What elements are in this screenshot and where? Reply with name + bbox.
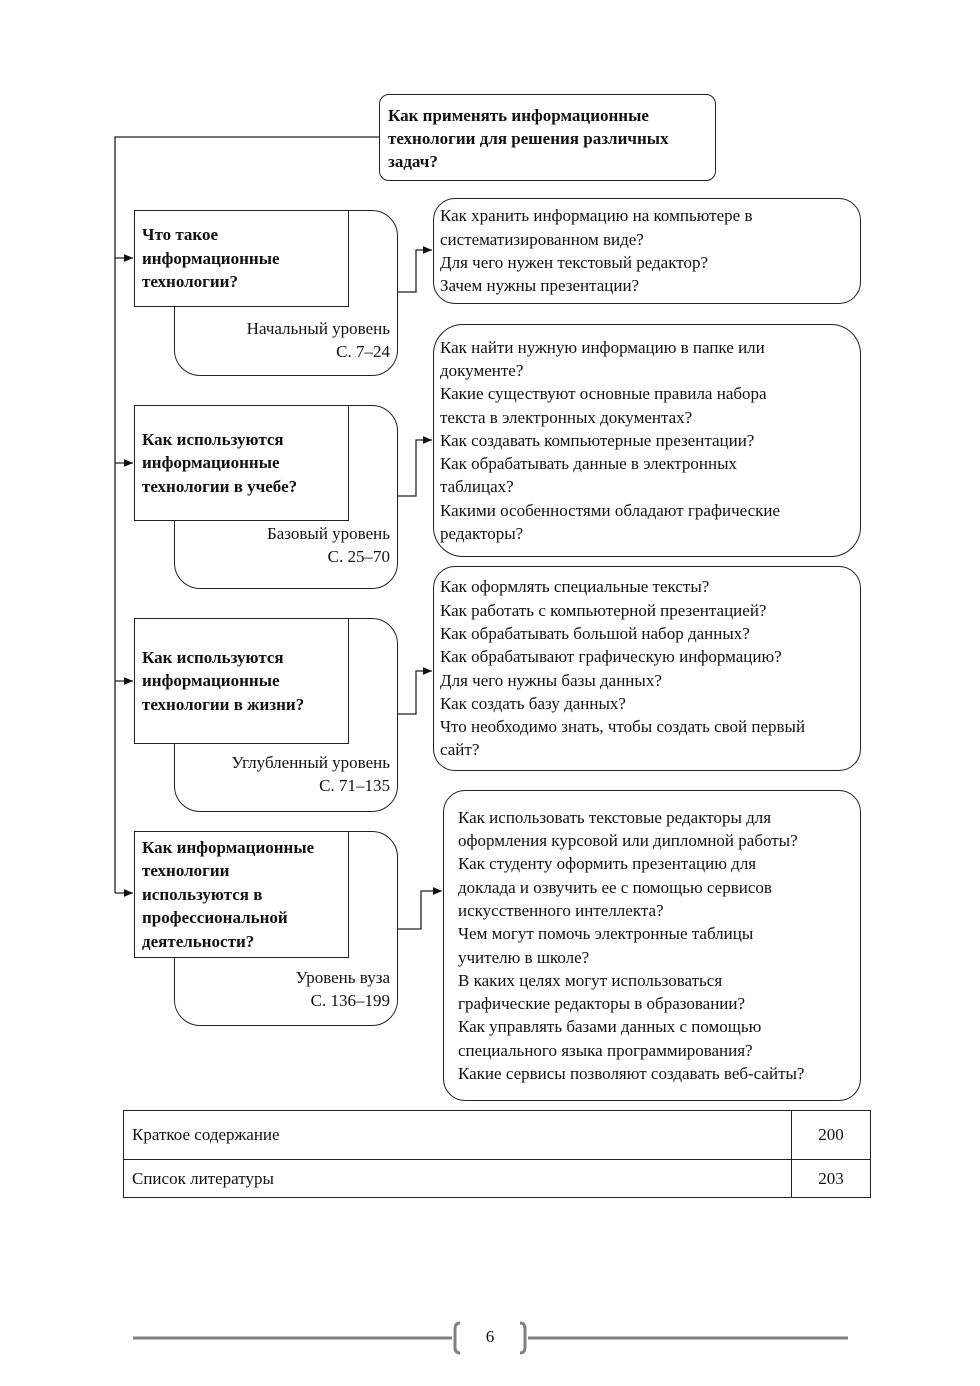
answer-line: Как студенту оформить презентацию для	[458, 854, 757, 874]
answer-line: Как оформлять специальные тексты?	[440, 577, 710, 597]
text-line: информационные	[142, 453, 280, 473]
answer-line: Как найти нужную информацию в папке или	[440, 337, 765, 357]
text-line: технологии в учебе?	[142, 476, 298, 496]
level-question-box	[134, 405, 349, 521]
contents-table	[123, 1110, 871, 1198]
answers-box	[443, 790, 861, 1101]
answers-box	[433, 566, 861, 771]
level-pages: С. 71–135	[319, 776, 390, 795]
level-level: Начальный уровень	[246, 319, 390, 338]
answer-line: графические редакторы в образовании?	[458, 994, 746, 1014]
answer-line: Как работать с компьютерной презентацией?	[440, 600, 767, 620]
answer-line: учителю в школе?	[458, 947, 590, 967]
row-title: Краткое содержание	[124, 1111, 792, 1160]
text-line: задач?	[388, 152, 438, 171]
row-page: 200	[792, 1111, 871, 1160]
answer-line: Как использовать текстовые редакторы для	[458, 807, 772, 827]
answer-line: В каких целях могут использоваться	[458, 970, 723, 990]
answer-line: Какие сервисы позволяют создавать веб-сайты?	[458, 1063, 805, 1083]
answers-box	[433, 324, 861, 557]
root-question-box	[379, 94, 716, 181]
level-question-box	[134, 618, 349, 744]
answer-line: Как обрабатывать большой набор данных?	[440, 623, 750, 643]
text-line: используются в	[142, 884, 263, 904]
text-line: информационные	[142, 671, 280, 691]
page-number: 6	[485, 1327, 495, 1346]
text-line: профессиональной	[142, 908, 288, 928]
answer-line: Как создавать компьютерные презентации?	[440, 430, 755, 450]
text-line: Как используются	[142, 429, 284, 449]
level-pages: С. 136–199	[310, 991, 390, 1010]
answer-line: таблицах?	[440, 477, 514, 497]
answer-line: Что необходимо знать, чтобы создать свой первый	[440, 717, 806, 737]
answer-line: редакторы?	[440, 524, 524, 544]
row-page: 203	[792, 1160, 871, 1198]
answers-box	[433, 198, 861, 304]
answer-line: доклада и озвучить ее с помощью сервисов	[458, 877, 772, 897]
answer-line: Как управлять базами данных с помощью	[458, 1017, 762, 1037]
answer-line: Какие существуют основные правила набора	[440, 384, 767, 404]
level-level: Углубленный уровень	[231, 753, 390, 772]
answer-line: Как создать базу данных?	[440, 693, 626, 713]
answer-line: сайт?	[440, 740, 480, 760]
text-line: технологии?	[142, 272, 238, 292]
answer-line: документе?	[440, 360, 524, 380]
text-line: Что такое	[142, 225, 219, 245]
answer-line: Для чего нужны базы данных?	[440, 670, 662, 690]
answer-line: Как хранить информацию на компьютере в	[440, 206, 753, 226]
text-line: Как применять информационные	[388, 106, 649, 125]
answer-line: специального языка программирования?	[458, 1040, 753, 1060]
answer-line: систематизированном виде?	[440, 229, 644, 249]
text-line: деятельности?	[142, 931, 255, 951]
text-line: Как используются	[142, 647, 284, 667]
answer-line: Какими особенностями обладают графические	[440, 500, 781, 520]
level-pages: С. 7–24	[336, 342, 390, 361]
level-pages: С. 25–70	[327, 547, 390, 566]
row-title: Список литературы	[124, 1160, 792, 1198]
answer-line: Для чего нужен текстовый редактор?	[440, 253, 708, 272]
answer-line: Как обрабатывают графическую информацию?	[440, 647, 782, 667]
level-level: Уровень вуза	[295, 968, 390, 987]
answer-line: оформления курсовой или дипломной работы?	[458, 831, 798, 851]
level-question-box	[134, 210, 349, 307]
answer-line: Как обрабатывать данные в электронных	[440, 454, 738, 474]
table-row	[124, 1111, 871, 1160]
text-line: информационные	[142, 248, 280, 268]
level-label	[296, 966, 390, 1012]
text-line: технологии для решения различных	[388, 129, 669, 148]
level-level: Базовый уровень	[266, 524, 390, 543]
answer-line: текста в электронных документах?	[440, 407, 693, 427]
table-row	[124, 1160, 871, 1198]
text-line: Как информационные	[142, 837, 315, 857]
level-question-box	[134, 831, 349, 958]
level-label	[267, 522, 390, 568]
level-label	[247, 317, 390, 363]
text-line: технологии	[142, 861, 230, 881]
text-line: технологии в жизни?	[142, 694, 305, 714]
answer-line: Чем могут помочь электронные таблицы	[458, 924, 754, 944]
level-label	[232, 751, 390, 797]
answer-line: искусственного интеллекта?	[458, 900, 664, 920]
answer-line: Зачем нужны презентации?	[440, 276, 640, 296]
